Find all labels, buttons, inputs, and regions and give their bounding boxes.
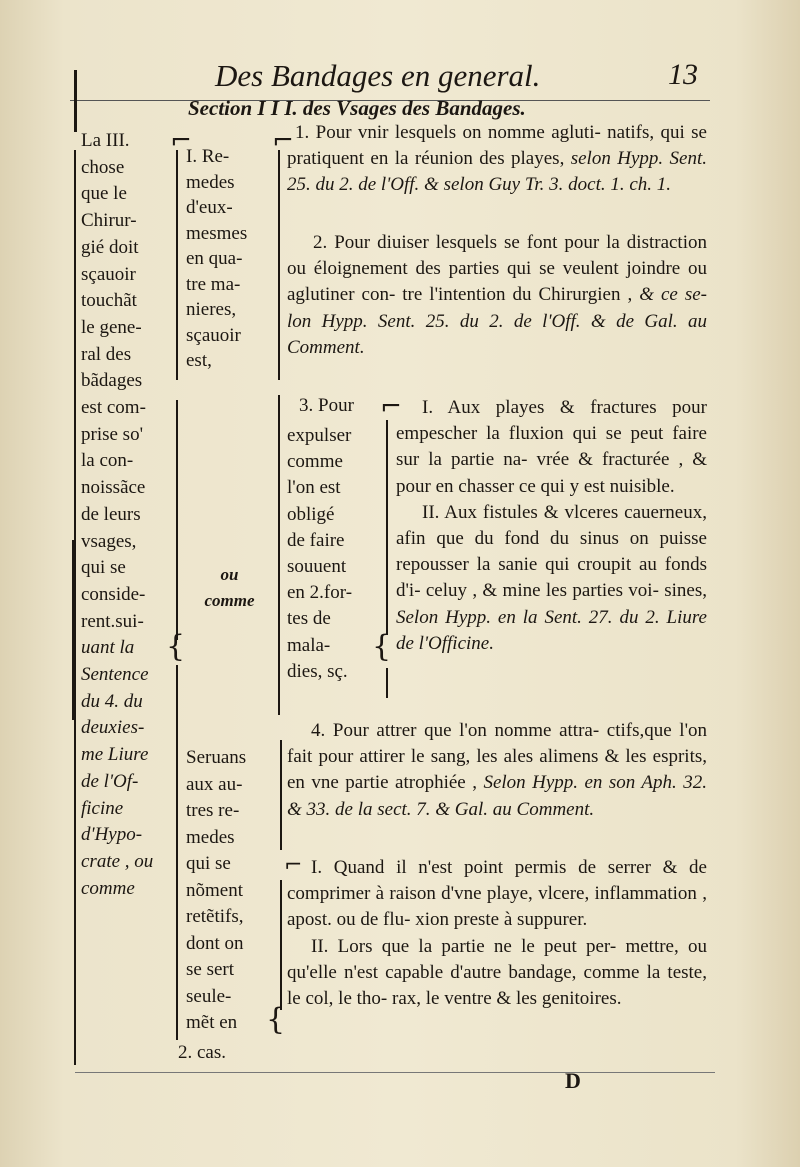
paragraph-3-item-2-text: II. Aux fistules & vlceres cauerneux, afin que du fond du sinus on puisse repousser la sanie qui croupit au fonds d'i- celuy , & mine les parties voi- sines, <box>396 501 707 602</box>
column-1-line: noissãce <box>81 477 146 499</box>
column-1-line: que le <box>81 183 127 205</box>
signature-mark: D <box>565 1068 581 1093</box>
column-2-lower-line: medes <box>186 826 235 848</box>
ou-label: ou <box>220 565 239 584</box>
paragraph-4-text: 4. Pour attrer que l'on nomme attra- ctifs,que l'on fait pour attirer le sang, les ales alimens & les esprits, en vne partie atrophiée , <box>287 720 707 794</box>
column-2-line: mesmes <box>186 222 248 244</box>
paragraph-5-item-1: I. Quand il n'est point permis de serrer & de comprimer à raison d'vne playe, vlcere, inflammation , apost. ou de flu- xion preste à suppurer. <box>287 857 707 931</box>
column-1-line: qui se <box>81 557 126 579</box>
paragraph-3-line: tes de <box>287 608 331 630</box>
brace-symbol: ⌐ <box>284 853 303 878</box>
paragraph-3-line: en 2.for- <box>287 582 353 604</box>
column-2-line: est, <box>186 350 212 371</box>
column-1-italic-line: ficine <box>81 797 124 819</box>
column-1-line: vsages, <box>81 530 137 552</box>
brace-line <box>280 880 282 1010</box>
column-1-line: rent.sui- <box>81 610 144 632</box>
paragraph-3-line: comme <box>287 451 343 473</box>
column-1-line: prise so' <box>81 423 144 445</box>
column-1-italic-line: comme <box>81 877 135 899</box>
comme-label: comme <box>204 591 255 610</box>
brace-line <box>176 400 178 640</box>
brace-line <box>280 740 282 850</box>
paragraph-3-line: expulser <box>287 425 352 446</box>
column-2-line: nieres, <box>186 299 237 320</box>
paragraph-3-line: de faire <box>287 529 345 551</box>
footer-rule <box>75 1072 715 1073</box>
paragraph-2-text: 2. Pour diuiser lesquels se font pour la distraction ou éloignement des parties qui se veulent joindre ou aglutiner con- tre l'intention du Chirurgien , <box>287 232 707 306</box>
margin-bar-left <box>74 70 77 132</box>
brace-line <box>278 150 280 380</box>
brace-line <box>386 668 388 698</box>
column-1-line: touchãt <box>81 290 137 312</box>
paragraph-3-subject <box>287 423 377 685</box>
column-2-line: en qua- <box>186 248 243 269</box>
brace-line <box>278 395 280 715</box>
column-1-line: la con- <box>81 450 134 472</box>
column-2-lower-line: seule- <box>186 985 232 1007</box>
column-2-lower <box>186 745 274 1037</box>
column-1-line: conside- <box>81 583 146 605</box>
paragraph-4 <box>287 718 707 823</box>
column-2-lower-line: retẽtifs, <box>186 906 244 927</box>
paragraph-5-item-2: II. Lors que la partie ne le peut per- mettre, ou qu'elle n'est capable d'autre bandage, comme la teste, le col, le tho- rax, le ventre & les genitoires. <box>287 935 707 1010</box>
column-2 <box>186 144 270 374</box>
brace-symbol: ⌐ <box>272 126 294 156</box>
column-1-italic-line: uant la <box>81 637 135 659</box>
column-1-italic-line: du 4. du <box>81 690 143 712</box>
column-2-line: tre ma- <box>186 273 241 295</box>
paragraph-4-reference: Selon Hypp. en son Aph. 32. & 33. de la sect. 7. & Gal. au Comment. <box>287 772 708 820</box>
case-label: 2. cas. <box>178 1042 227 1063</box>
column-1-italic-line: deuxies- <box>81 717 145 739</box>
column-1-line: de leurs <box>81 503 141 525</box>
column-1-line: chose <box>81 156 125 178</box>
column-1-line: gié doit <box>81 236 139 258</box>
column-2-line: I. Re- <box>186 146 230 167</box>
paragraph-3-line: dies, sç. <box>287 660 348 682</box>
paragraph-3-line: souuent <box>287 556 347 578</box>
paragraph-2-reference: & ce se- lon Hypp. Sent. 25. du 2. de l'Off. & de Gal. au Comment. <box>287 284 708 358</box>
column-1-line: sçauoir <box>81 263 136 285</box>
brace-symbol: { <box>166 629 186 664</box>
paragraph-3-item-2-reference: Selon Hypp. en la Sent. 27. du 2. Liure de l'Officine. <box>396 606 707 654</box>
paragraph-5 <box>287 855 707 1012</box>
column-2-lower-line: dont on <box>186 932 244 954</box>
column-2-lower-line: se sert <box>186 959 235 980</box>
paragraph-3-line: obligé <box>287 503 335 525</box>
column-2-lower-line: mẽt en <box>186 1012 238 1033</box>
ou-comme-label <box>192 562 267 614</box>
section-heading: Section I I I. des Vsages des Bandages. <box>188 96 526 120</box>
column-2-line: d'eux- <box>186 197 233 218</box>
brace-symbol: { <box>372 629 392 664</box>
page-number: 13 <box>668 58 698 91</box>
brace-line <box>386 420 388 635</box>
paragraph-3-item-1: I. Aux playes & fractures pour empescher la fluxion qui se peut faire sur la partie na- vrée & fracturée , & pour en chasser ce qui y est nuisible. <box>396 397 707 497</box>
column-2-lower-line: Seruans <box>186 747 247 768</box>
brace-line <box>176 665 178 1040</box>
column-1-italic-line: d'Hypo- <box>81 824 143 846</box>
page-title: Des Bandages en general. <box>215 58 541 93</box>
column-1 <box>81 128 173 902</box>
paragraph-1-text: 1. Pour vnir lesquels on nomme agluti- natifs, qui se pratiquent en la réunion des playes, <box>287 122 707 170</box>
paragraph-3-heading: 3. Pour <box>299 395 354 416</box>
column-2-lower-line: nõment <box>186 879 243 901</box>
column-1-italic-line: Sentence <box>81 664 149 686</box>
paragraph-1-reference: selon Hypp. Sent. 25. du 2. de l'Off. & selon Guy Tr. 3. doct. 1. ch. 1. <box>287 148 707 196</box>
margin-bar <box>72 540 75 720</box>
brace-line <box>176 150 178 380</box>
column-2-line: medes <box>186 171 235 193</box>
paragraph-3-items <box>396 395 707 657</box>
column-1-italic-line: de l'Of- <box>81 770 139 792</box>
paragraph-2 <box>287 230 707 361</box>
column-1-line: Chirur- <box>81 210 137 232</box>
column-1-italic-line: crate , ou <box>81 850 154 872</box>
column-1-line: La III. <box>81 130 130 151</box>
paragraph-1 <box>287 120 707 199</box>
column-1-italic-line: me Liure <box>81 744 149 766</box>
brace-symbol: ⌐ <box>170 126 192 156</box>
brace-symbol: { <box>266 1002 286 1037</box>
column-1-line: le gene- <box>81 316 142 338</box>
column-2-line: sçauoir <box>186 324 241 346</box>
brace-symbol: ⌐ <box>380 392 402 422</box>
paragraph-3-line: l'on est <box>287 477 341 499</box>
column-1-line: ral des <box>81 343 132 365</box>
paragraph-3-item-2 <box>396 500 707 657</box>
column-2-lower-line: qui se <box>186 853 231 874</box>
paragraph-3-line: mala- <box>287 634 331 656</box>
column-1-line: est com- <box>81 397 146 419</box>
column-2-lower-line: aux au- <box>186 773 243 795</box>
column-2-lower-line: tres re- <box>186 800 240 821</box>
column-1-line: bãdages <box>81 370 143 392</box>
